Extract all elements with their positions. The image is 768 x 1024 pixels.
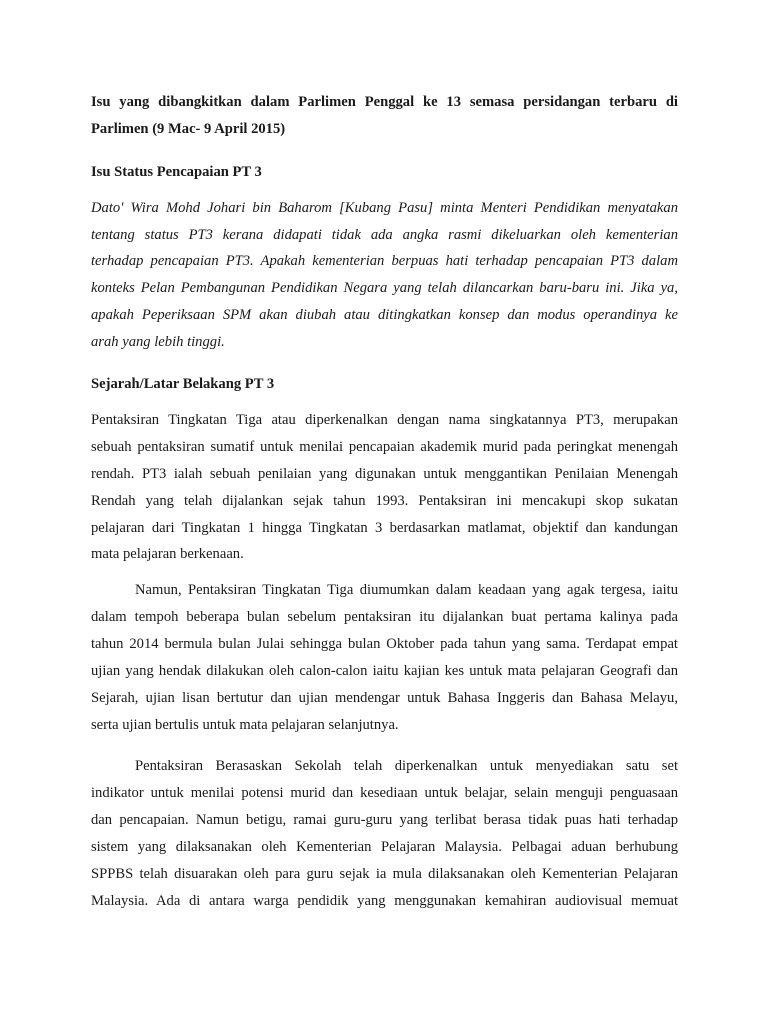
paragraph-line: SPPBS telah disuarakan oleh para guru sejak ia mula dilaksanakan oleh Kementerian Pelajaran: [91, 866, 678, 882]
paragraph-line: ujian yang hendak dilakukan oleh calon-calon iaitu kajian kes untuk mata pelajaran Geografi dan: [91, 663, 678, 679]
paragraph-line: indikator untuk menilai potensi murid dan kesediaan untuk belajar, selain menguji penguasaan: [91, 785, 678, 801]
paragraph-line: dalam tempoh beberapa bulan sebelum pentaksiran itu dijalankan buat pertama kalinya pada: [91, 609, 678, 625]
paragraph-line: sebuah pentaksiran sumatif untuk menilai pencapaian akademik murid pada peringkat menengah: [91, 439, 678, 455]
paragraph-line: rendah. PT3 ialah sebuah penilaian yang digunakan untuk menggantikan Penilaian Menengah: [91, 466, 678, 482]
paragraph-line: Malaysia. Ada di antara warga pendidik yang menggunakan kemahiran audiovisual memuat: [91, 893, 678, 909]
question-line: tentang status PT3 kerana didapati tidak ada angka rasmi dikeluarkan oleh kementerian: [91, 227, 678, 243]
section-title-history: Sejarah/Latar Belakang PT 3: [91, 376, 275, 392]
paragraph-line: pelajaran dari Tingkatan 1 hingga Tingkatan 3 berdasarkan matlamat, objektif dan kandungan: [91, 520, 678, 536]
paragraph-line: Rendah yang telah dijalankan sejak tahun 1993. Pentaksiran ini mencakupi skop sukatan: [91, 493, 678, 509]
question-line: terhadap pencapaian PT3. Apakah kementerian berpuas hati terhadap pencapaian PT3 dalam: [91, 253, 678, 269]
paragraph-line: sistem yang dilaksanakan oleh Kementerian Pelajaran Malaysia. Pelbagai aduan berhubung: [91, 839, 678, 855]
paragraph-line: Pentaksiran Tingkatan Tiga atau diperkenalkan dengan nama singkatannya PT3, merupakan: [91, 412, 678, 428]
paragraph-line: tahun 2014 bermula bulan Julai sehingga bulan Oktober pada tahun yang sama. Terdapat empat: [91, 636, 678, 652]
paragraph-line: dan pencapaian. Namun betigu, ramai guru-guru yang terlibat berasa tidak puas hati terhadap: [91, 812, 678, 828]
question-line: apakah Peperiksaan SPM akan diubah atau ditingkatkan konsep dan modus operandinya ke: [91, 307, 678, 323]
paragraph-line: serta ujian bertulis untuk mata pelajaran selanjutnya.: [91, 717, 399, 733]
question-line: konteks Pelan Pembangunan Pendidikan Negara yang telah dilancarkan baru-baru ini. Jika ya,: [91, 280, 678, 296]
doc-heading-line2: Parlimen (9 Mac- 9 April 2015): [91, 121, 286, 137]
doc-heading-line1: Isu yang dibangkitkan dalam Parlimen Penggal ke 13 semasa persidangan terbaru di: [91, 94, 678, 110]
paragraph-line: Pentaksiran Berasaskan Sekolah telah diperkenalkan untuk menyediakan satu set: [135, 758, 678, 774]
question-line: Dato' Wira Mohd Johari bin Baharom [Kubang Pasu] minta Menteri Pendidikan menyatakan: [91, 200, 678, 216]
paragraph-line: Sejarah, ujian lisan bertutur dan ujian mendengar untuk Bahasa Inggeris dan Bahasa Melayu,: [91, 690, 678, 706]
section-title-status: Isu Status Pencapaian PT 3: [91, 164, 262, 180]
question-line: arah yang lebih tinggi.: [91, 334, 225, 350]
paragraph-line: mata pelajaran berkenaan.: [91, 546, 244, 562]
paragraph-line: Namun, Pentaksiran Tingkatan Tiga diumumkan dalam keadaan yang agak tergesa, iaitu: [135, 582, 678, 598]
